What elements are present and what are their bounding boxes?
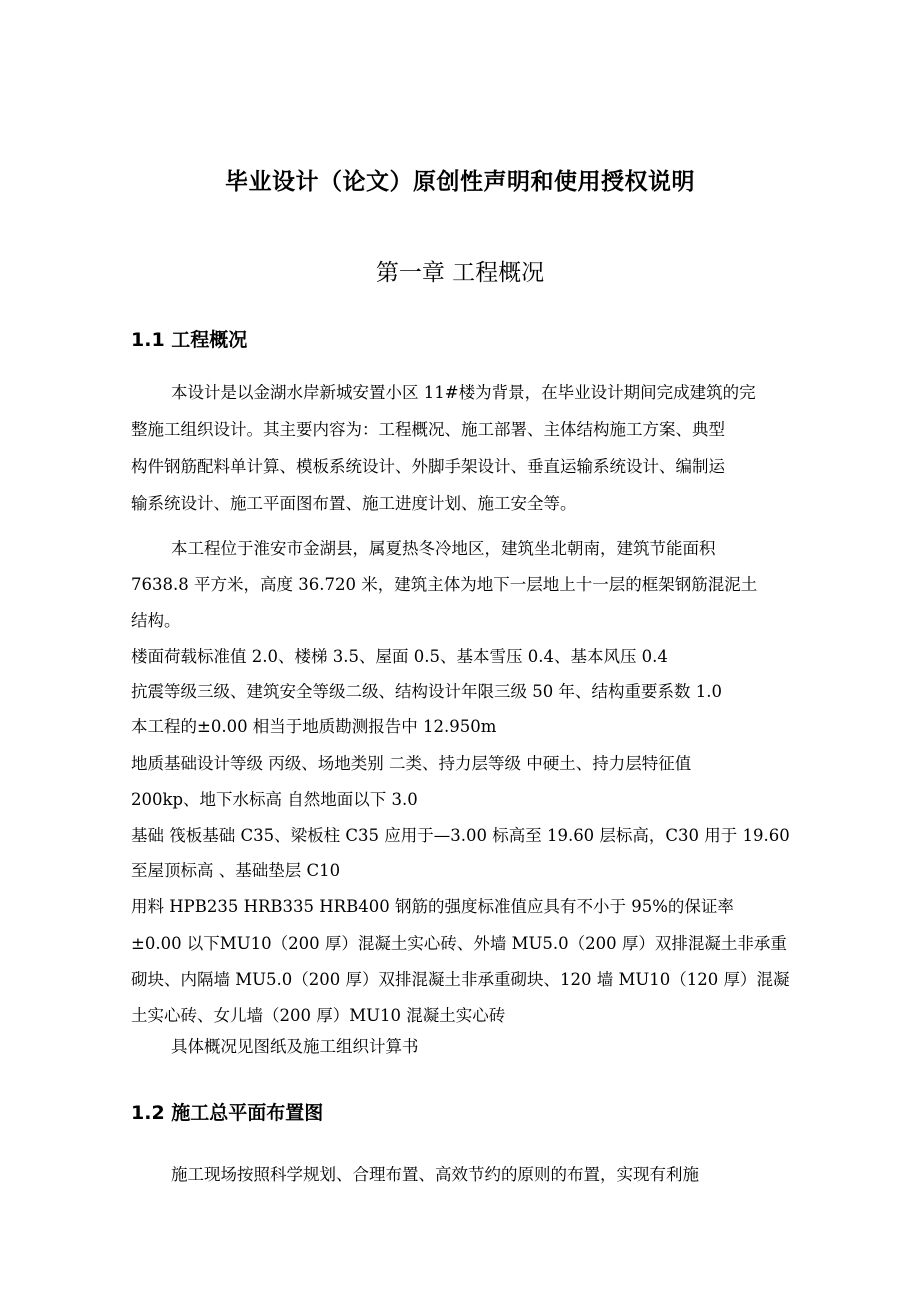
paragraph-line: ±0.00 以下MU10（200 厚）混凝土实心砖、外墙 MU5.0（200 厚）双排混凝土非承重: [131, 934, 787, 953]
paragraph-line: 整施工组织设计。其主要内容为：工程概况、施工部署、主体结构施工方案、典型: [131, 420, 725, 439]
paragraph-line: 本设计是以金湖水岸新城安置小区 11#楼为背景，在毕业设计期间完成建筑的完: [171, 383, 756, 402]
paragraph-line: 7638.8 平方米，高度 36.720 米，建筑主体为地下一层地上十一层的框架钢筋混泥土: [131, 575, 758, 594]
paragraph-line: 输系统设计、施工平面图布置、施工进度计划、施工安全等。: [131, 494, 577, 513]
paragraph-line: 200kp、地下水标高 自然地面以下 3.0: [131, 790, 418, 809]
paragraph-line: 砌块、内隔墙 MU5.0（200 厚）双排混凝土非承重砌块、120 墙 MU10（120 厚）混凝: [131, 970, 790, 989]
paragraph-line: 本工程的±0.00 相当于地质勘测报告中 12.950m: [131, 717, 497, 736]
chapter-heading: 第一章 工程概况: [375, 260, 545, 286]
paragraph-line: 具体概况见图纸及施工组织计算书: [171, 1037, 419, 1056]
section-heading-1-1: 1.1 工程概况: [131, 329, 248, 351]
paragraph-line: 结构。: [131, 611, 181, 630]
paragraph-line: 抗震等级三级、建筑安全等级二级、结构设计年限三级 50 年、结构重要系数 1.0: [131, 682, 722, 701]
document-title: 毕业设计（论文）原创性声明和使用授权说明: [225, 169, 695, 195]
paragraph-line: 基础 筏板基础 C35、梁板柱 C35 应用于—3.00 标高至 19.60 层标高，C30 用于 19.60: [131, 826, 790, 845]
paragraph-line: 至屋顶标高 、基础垫层 C10: [131, 861, 341, 880]
paragraph-line: 地质基础设计等级 丙级、场地类别 二类、持力层等级 中硬土、持力层特征值: [131, 754, 692, 773]
paragraph-line: 土实心砖、女儿墙（200 厚）MU10 混凝土实心砖: [131, 1006, 506, 1025]
paragraph-line: 用料 HPB235 HRB335 HRB400 钢筋的强度标准值应具有不小于 95%的保证率: [131, 897, 734, 916]
paragraph-line: 施工现场按照科学规划、合理布置、高效节约的原则的布置，实现有利施: [171, 1165, 699, 1184]
section-heading-1-2: 1.2 施工总平面布置图: [131, 1102, 324, 1124]
paragraph-line: 楼面荷载标准值 2.0、楼梯 3.5、屋面 0.5、基本雪压 0.4、基本风压 0.4: [131, 647, 668, 666]
paragraph-line: 构件钢筋配料单计算、模板系统设计、外脚手架设计、垂直运输系统设计、编制运: [131, 457, 725, 476]
paragraph-line: 本工程位于淮安市金湖县，属夏热冬冷地区，建筑坐北朝南，建筑节能面积: [171, 539, 716, 558]
